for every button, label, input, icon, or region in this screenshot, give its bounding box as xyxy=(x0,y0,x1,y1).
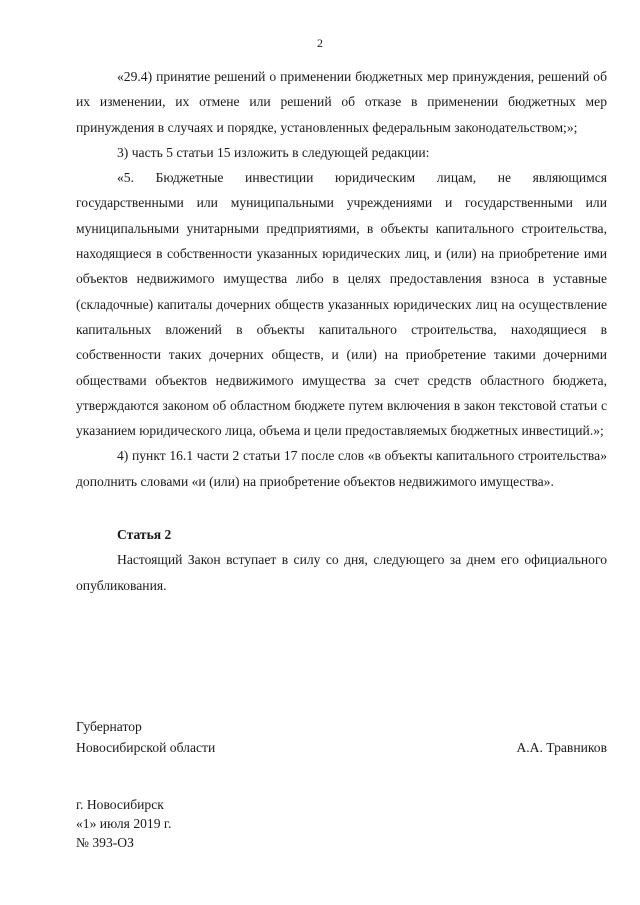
paragraph-29-4: «29.4) принятие решений о применении бюджетных мер принуждения, решений об их изменении, их отмене или решений об отказе в применении бюджетных мер принуждения в случаях и порядке, установленных федеральным законодательством;»; xyxy=(76,69,607,135)
page-number: 2 xyxy=(317,36,323,50)
paragraph-item-4: 4) пункт 16.1 части 2 статьи 17 после слов «в объекты капитального строительства» дополнить словами «и (или) на приобретение объектов недвижимого имущества». xyxy=(76,448,607,489)
signature-row xyxy=(76,737,607,758)
signer-name: А.А. Травников xyxy=(516,740,607,755)
footer-date: «1» июля 2019 г. xyxy=(76,816,172,831)
signer-position-line1: Губернатор xyxy=(76,719,142,734)
document-footer xyxy=(76,795,171,852)
article-heading: Статья 2 xyxy=(117,527,172,543)
footer-law-number: № 393-ОЗ xyxy=(76,835,134,850)
paragraph-part-5: «5. Бюджетные инвестиции юридическим лицам, не являющимся государственными или муниципальными учреждениями и государственными или муниципальными унитарными предприятиями, в объекты капитального строительства, находящиеся в собственности указанных юридических лиц, и (или) на приобретение ими объектов недвижимого имущества либо в целях предоставления взноса в уставные (складочные) капиталы дочерних обществ указанных юридических лиц на осуществление капитальных вложений в объекты капитального строительства, находящиеся в собственности таких дочерних обществ, и (или) на приобретение такими дочерними обществами объектов недвижимого имущества за счет средств областного бюджета, утверждаются законом об областном бюджете путем включения в закон текстовой статьи с указанием юридического лица, объема и цели предоставляемых бюджетных инвестиций.»; xyxy=(76,170,607,439)
signature-block xyxy=(76,716,607,758)
footer-city: г. Новосибирск xyxy=(76,797,164,812)
article-text: Настоящий Закон вступает в силу со дня, следующего за днем его официального опубликования. xyxy=(76,552,607,593)
document-body xyxy=(76,64,607,598)
paragraph-item-3: 3) часть 5 статьи 15 изложить в следующей редакции: xyxy=(117,144,430,160)
signer-position-line2: Новосибирской области xyxy=(76,740,216,755)
